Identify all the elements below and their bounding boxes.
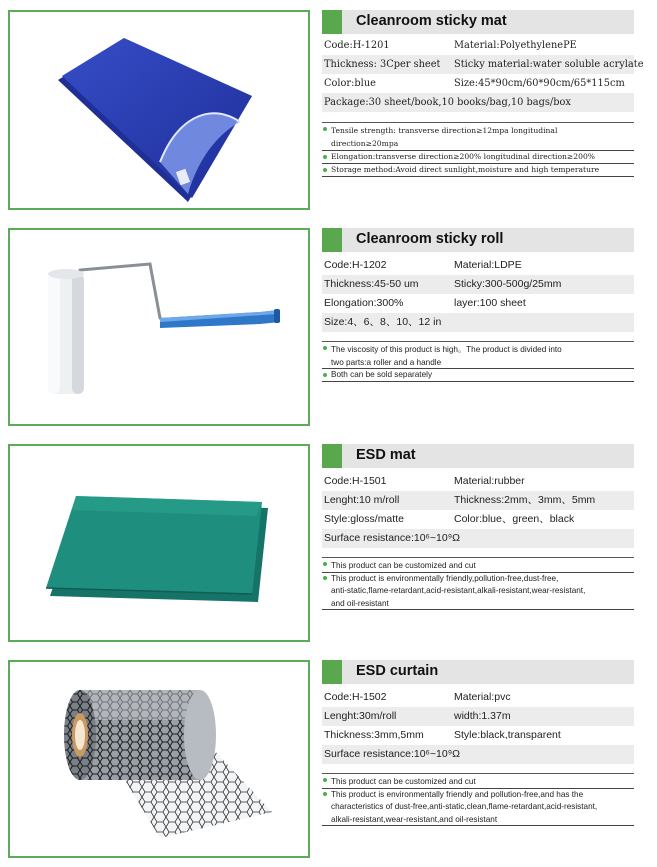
bullet-dot-icon (323, 168, 327, 172)
spec-color: Color:blue (324, 78, 376, 89)
product-info-panel (322, 660, 634, 826)
sticky-mat-illustration (10, 12, 308, 208)
spec-code: Code:H-1501 (324, 475, 387, 487)
feature-text-continued: two parts:a roller and a handle (331, 357, 442, 367)
feature-list (322, 122, 634, 177)
feature-item (322, 774, 634, 789)
spec-length: Lenght:30m/roll (324, 710, 397, 722)
spec-material: Material:PolyethylenePE (454, 40, 577, 51)
title-accent-block (322, 660, 342, 684)
bullet-dot-icon (323, 562, 327, 566)
spec-row (322, 688, 634, 707)
feature-item (322, 789, 634, 827)
product-title: Cleanroom sticky roll (356, 231, 504, 247)
spec-row (322, 510, 634, 529)
spec-size: Size:45*90cm/60*90cm/65*115cm (454, 78, 625, 89)
spec-material: Material:pvc (454, 691, 511, 703)
feature-item (322, 342, 634, 369)
spec-row (322, 745, 634, 764)
spec-row (322, 472, 634, 491)
spec-thickness: Thickness: 3Cper sheet (324, 59, 441, 70)
feature-text-continued: anti-static,flame-retardant,acid-resistant,alkali-resistant,wear-resistant, (331, 586, 586, 595)
product-info-panel (322, 444, 634, 610)
product-title: ESD mat (356, 447, 416, 463)
bullet-dot-icon (323, 127, 327, 131)
spec-row (322, 74, 634, 93)
spec-table (322, 472, 634, 548)
bullet-dot-icon (323, 346, 327, 350)
feature-list (322, 773, 634, 826)
product-title-bar (322, 228, 634, 252)
spec-table (322, 256, 634, 332)
product-info-panel (322, 10, 644, 177)
feature-list (322, 557, 634, 610)
spec-width: width:1.37m (454, 710, 511, 722)
spec-table (322, 688, 634, 764)
feature-text: Both can be sold separately (331, 370, 433, 379)
spec-row (322, 294, 634, 313)
product-title: Cleanroom sticky mat (356, 13, 507, 29)
spec-material: Material:LDPE (454, 259, 522, 271)
feature-text: This product can be customized and cut (331, 777, 476, 786)
spec-row (322, 707, 634, 726)
spec-table (322, 36, 644, 112)
title-accent-block (322, 10, 342, 34)
spec-elongation: Elongation:300% (324, 297, 404, 309)
spec-row (322, 313, 634, 332)
sticky-roller-illustration (10, 230, 308, 424)
feature-item (322, 123, 634, 151)
product-image-frame (8, 10, 310, 210)
product-image-frame (8, 228, 310, 426)
product-title-bar (322, 444, 634, 468)
feature-item (322, 164, 634, 177)
feature-item (322, 151, 634, 164)
bullet-dot-icon (323, 576, 327, 580)
spec-row (322, 491, 634, 510)
spec-row (322, 36, 634, 55)
esd-curtain-illustration (10, 662, 308, 856)
spec-package: Package:30 sheet/book,10 books/bag,10 bags/box (324, 97, 571, 108)
feature-item (322, 558, 634, 573)
spec-length: Lenght:10 m/roll (324, 494, 400, 506)
spec-code: Code:H-1502 (324, 691, 387, 703)
bullet-dot-icon (323, 792, 327, 796)
spec-style: Style:black,transparent (454, 729, 561, 741)
feature-text: The viscosity of this product is high。The product is divided into (331, 345, 562, 354)
product-title-bar (322, 10, 634, 34)
spec-row (322, 275, 634, 294)
title-accent-block (322, 444, 342, 468)
spec-size: Size:4、6、8、10、12 in (324, 316, 442, 328)
feature-text-continued: characteristics of dust-free,anti-static,clean,flame-retardant,acid-resistant, (331, 802, 598, 811)
feature-list (322, 341, 634, 382)
esd-mat-illustration (10, 446, 308, 640)
product-title: ESD curtain (356, 663, 439, 679)
feature-text: This product is environmentally friendly and pollution-free,and has the (331, 789, 584, 799)
feature-text-continued: direction≥20mpa (331, 139, 399, 148)
feature-text: Tensile strength: transverse direction≥12mpa longitudinal (331, 126, 558, 135)
spec-row (322, 726, 634, 745)
spec-row (322, 256, 634, 275)
spec-row (322, 529, 634, 548)
product-image-frame (8, 660, 310, 858)
spec-surface-resistance: Surface resistance:10⁶~10⁹Ω (324, 748, 461, 760)
spec-sticky: Sticky:300-500g/25mm (454, 278, 562, 290)
feature-text-continued: alkali-resistant,wear-resistant,and oil-resistant (331, 814, 498, 824)
spec-thickness: Thickness:2mm、3mm、5mm (454, 494, 596, 506)
title-accent-block (322, 228, 342, 252)
product-title-bar (322, 660, 634, 684)
bullet-dot-icon (323, 373, 327, 377)
spec-material: Material:rubber (454, 475, 525, 487)
spec-thickness: Thickness:3mm,5mm (324, 729, 424, 741)
feature-text: This product can be customized and cut (331, 561, 476, 570)
product-image-frame (8, 444, 310, 642)
spec-layer: layer:100 sheet (454, 297, 526, 309)
bullet-dot-icon (323, 778, 327, 782)
feature-text: Elongation:transverse direction≥200% longitudinal direction≥200% (331, 152, 595, 161)
bullet-dot-icon (323, 155, 327, 159)
spec-thickness: Thickness:45-50 um (324, 278, 419, 290)
feature-text-continued: and oil-resistant (331, 598, 389, 608)
feature-text: This product is environmentally friendly,pollution-free,dust-free, (331, 573, 559, 583)
feature-item (322, 573, 634, 611)
spec-surface-resistance: Surface resistance:10⁶~10⁹Ω (324, 532, 461, 544)
spec-sticky: Sticky material:water soluble acrylate (454, 59, 644, 70)
product-info-panel (322, 228, 634, 382)
spec-row (322, 93, 634, 112)
feature-text: Storage method:Avoid direct sunlight,moisture and high temperature (331, 165, 600, 174)
feature-item (322, 369, 634, 382)
spec-color: Color:blue、green、black (454, 513, 575, 525)
spec-code: Code:H-1202 (324, 259, 387, 271)
spec-row (322, 55, 644, 74)
spec-code: Code:H-1201 (324, 40, 390, 51)
spec-style: Style:gloss/matte (324, 513, 404, 525)
